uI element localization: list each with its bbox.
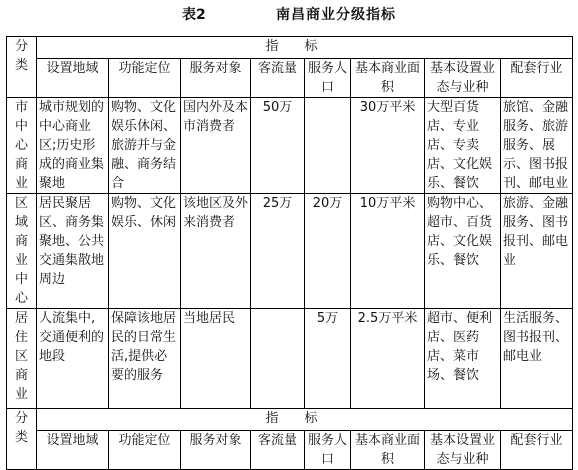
footer-category: 分类 [7, 409, 37, 470]
cell-function: 保障该地居民的日常生活,提供必要的服务 [109, 309, 181, 409]
cell-area: 人流集中,交通便利的地段 [37, 309, 109, 409]
col-header-population: 服务人口 [305, 59, 351, 98]
cell-supporting: 旅馆、金融服务、旅游服务、展示、图书报刊、邮电业 [501, 98, 573, 194]
cell-population [305, 98, 351, 194]
col-footer-supporting: 配套行业 [501, 431, 573, 470]
cell-function: 购物、文化娱乐、休闲 [109, 194, 181, 309]
table-row [7, 194, 573, 309]
col-header-function: 功能定位 [109, 59, 181, 98]
header-row-indicators [7, 37, 573, 59]
cell-area: 城市规划的中心商业区;历史形成的商业集聚地 [37, 98, 109, 194]
col-header-target: 服务对象 [181, 59, 251, 98]
header-category: 分类 [7, 37, 37, 98]
cell-traffic: 50万 [251, 98, 305, 194]
cell-formats: 购物中心、超市、百货店、文化娱乐、餐饮 [425, 194, 501, 309]
cell-size: 2.5万平米 [351, 309, 425, 409]
table-caption [0, 2, 578, 24]
cell-formats: 大型百货店、专业店、专卖店、文化娱乐、餐饮 [425, 98, 501, 194]
cell-target: 该地区及外来消费者 [181, 194, 251, 309]
col-footer-area: 设置地域 [37, 431, 109, 470]
col-header-supporting: 配套行业 [501, 59, 573, 98]
cell-target: 当地居民 [181, 309, 251, 409]
table-title: 南昌商业分级指标 [276, 7, 396, 23]
col-header-size: 基本商业面积 [351, 59, 425, 98]
header-indicators: 指标 [37, 37, 573, 59]
cell-target: 国内外及本市消费者 [181, 98, 251, 194]
col-footer-target: 服务对象 [181, 431, 251, 470]
row-category: 居住区商业 [7, 309, 37, 409]
row-category: 市中心商业 [7, 98, 37, 194]
col-footer-formats: 基本设置业态与业种 [425, 431, 501, 470]
cell-traffic [251, 309, 305, 409]
cell-supporting: 旅游、金融服务、图书报刊、邮电业 [501, 194, 573, 309]
cell-area: 居民聚居区、商务集聚地、公共交通集散地周边 [37, 194, 109, 309]
cell-function: 购物、文化娱乐休闲、旅游并与金融、商务结合 [109, 98, 181, 194]
col-header-traffic: 客流量 [251, 59, 305, 98]
table-number: 表2 [182, 7, 206, 23]
col-header-formats: 基本设置业态与业种 [425, 59, 501, 98]
cell-size: 30万平米 [351, 98, 425, 194]
cell-population: 20万 [305, 194, 351, 309]
col-header-area: 设置地域 [37, 59, 109, 98]
cell-supporting: 生活服务、图书报刊、邮电业 [501, 309, 573, 409]
table-row [7, 309, 573, 409]
table-row [7, 98, 573, 194]
col-footer-population: 服务人口 [305, 431, 351, 470]
cell-population: 5万 [305, 309, 351, 409]
commercial-grading-table [6, 36, 573, 470]
cell-traffic: 25万 [251, 194, 305, 309]
footer-row-indicators [7, 409, 573, 431]
footer-row-columns [7, 431, 573, 470]
col-footer-size: 基本商业面积 [351, 431, 425, 470]
cell-formats: 超市、便利店、医药店、菜市场、餐饮 [425, 309, 501, 409]
row-category: 区域商业中心 [7, 194, 37, 309]
footer-indicators: 指标 [37, 409, 573, 431]
header-row-columns [7, 59, 573, 98]
col-footer-function: 功能定位 [109, 431, 181, 470]
cell-size: 10万平米 [351, 194, 425, 309]
col-footer-traffic: 客流量 [251, 431, 305, 470]
